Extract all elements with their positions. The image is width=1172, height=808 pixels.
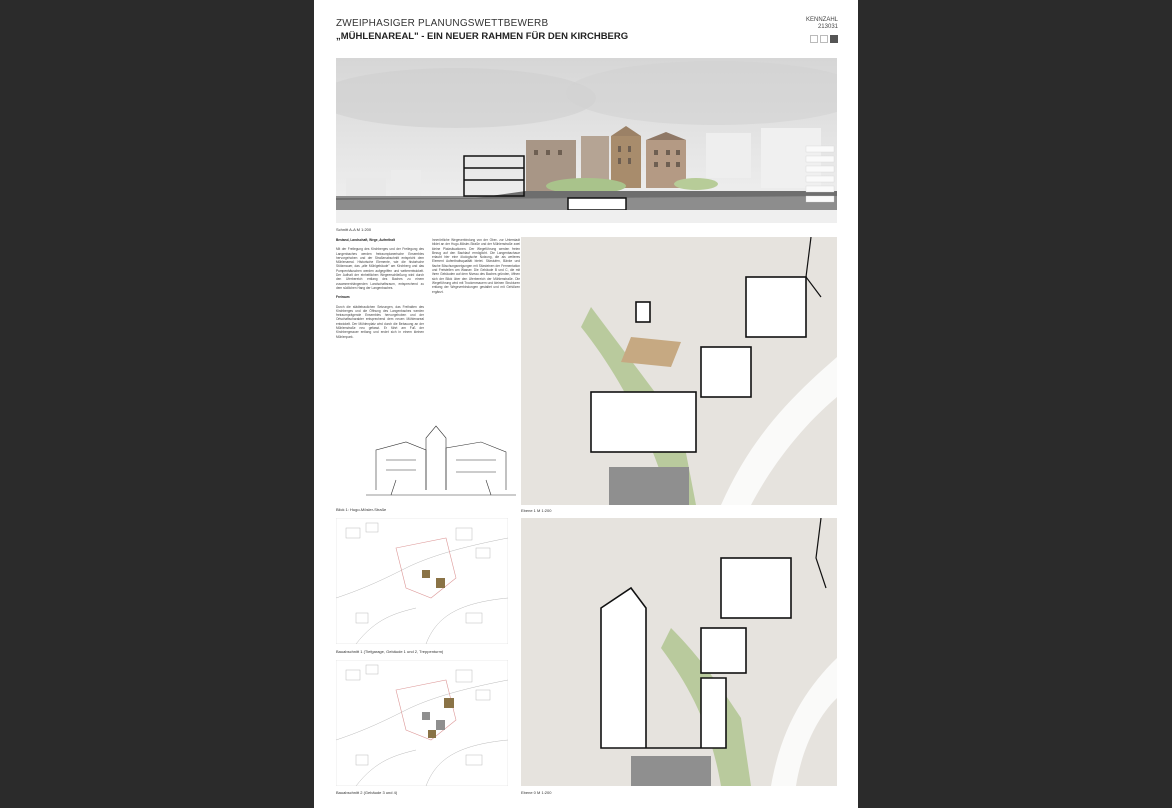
kennzahl-boxes <box>810 35 838 43</box>
text-heading: Freiraum <box>336 295 350 300</box>
text-paragraph: Innerörtliche Wegeverbindung von der Ober- zur Unterstadt bildet an der Hugo-Mösler-Straße und der Mühlenstraße zwei kleine Platzsituationen. Der Wegeführung werden freien Bezug auf den Bachlauf ermöglicht. Die Langenbachaue erlaubt hier eine ökologische Nutzung, die als weiteres Element Aufenthaltsqualität bietet. Sitzstufen, Bänke und flache Böschungsneigungen mit Sitzsteinen der Fermentation und Freistellen am Wasser. Die Gebäude B und C, die mit ihren Gebäuden auf dem Niveau des Baches gründen, öffnen sich der Blick über den Uferbereich der Mühlenstraße. Die Wegeführung wird mit Trockenmauern und kleinen Strukturen entlang der Wegeverbindungen gestaltet und mit Gehölzen ergänzt. <box>432 238 520 294</box>
project-title: „MÜHLENAREAL" - EIN NEUER RAHMEN FÜR DEN KIRCHBERG <box>336 31 629 42</box>
kennzahl-value: 213031 <box>817 24 838 30</box>
text-paragraph: Durch die städtebaulichen Setzungen, das Freihalten des Kirchberges und die Öffnung des Langenbaches werden freiraumprägende Ensembles hervorgehoben und der Ortschaftscharakter entsprechend dem neuen Mühlenareal entwickelt. Der Mühlenplatz wird durch die Bebauung an der Mühlenstraße neu gefasst. Er führt am Fuß der Kirchbergmauer entlang und endet sich in einem kleinen Mühlenpark. <box>336 304 424 339</box>
kennzahl-box-filled <box>830 35 838 43</box>
kennzahl-block <box>806 17 838 31</box>
competition-type: ZWEIPHASIGER PLANUNGSWETTBEWERB <box>336 18 549 29</box>
section-rendering <box>336 58 837 223</box>
phase2-caption: Bauabschnitt 2 (Gebäude 3 und 4) <box>336 790 398 795</box>
text-paragraph: Mit der Freilegung des Kirchberges und der Freilegung des Langenbaches werden freiraumplanerische Ensembles hervorgehoben und der Straßenabschnitt entspricht dem Mühlenareal. Historische Elemente, wie die historische Stützmauer, das „alte Mühlgebäude" am Kirchberg und das Pumpenhäuschen werden aufgegriffen und weiterentwickelt. Der Aufhalt der einheitlichen Wegeerschließung wird durch den Uferbereich entlang des Baches zu einem zusammenhängenden Landschaftsraum, entsprechend zu dem südlichen Hang der Langenbaches. <box>336 247 424 290</box>
text-heading: Bestand, Landschaft, Wege, Aufenthalt <box>336 238 395 242</box>
floor1-caption: Ebene 1 M 1:200 <box>521 508 552 513</box>
street-sketch <box>366 420 516 500</box>
text-column-left <box>336 238 424 344</box>
site-plan-phase-2 <box>336 660 508 786</box>
competition-sheet <box>314 0 858 808</box>
floor0-caption: Ebene 0 M 1:200 <box>521 790 552 795</box>
section-caption: Schnitt A-A M 1:200 <box>336 227 372 232</box>
text-column-right <box>432 238 520 299</box>
site-plan-phase-1 <box>336 518 508 644</box>
floor-plan-level-1 <box>521 237 837 505</box>
phase1-caption: Bauabschnitt 1 (Tiefgarage, Gebäude 1 und 2, Treppenturm) <box>336 649 444 654</box>
kennzahl-box <box>820 35 828 43</box>
floor-plan-level-0 <box>521 518 837 786</box>
kennzahl-box <box>810 35 818 43</box>
sketch-caption: Blick 1: Hugo-Mösler-Straße <box>336 507 387 512</box>
kennzahl-label: KENNZAHL <box>805 17 838 23</box>
